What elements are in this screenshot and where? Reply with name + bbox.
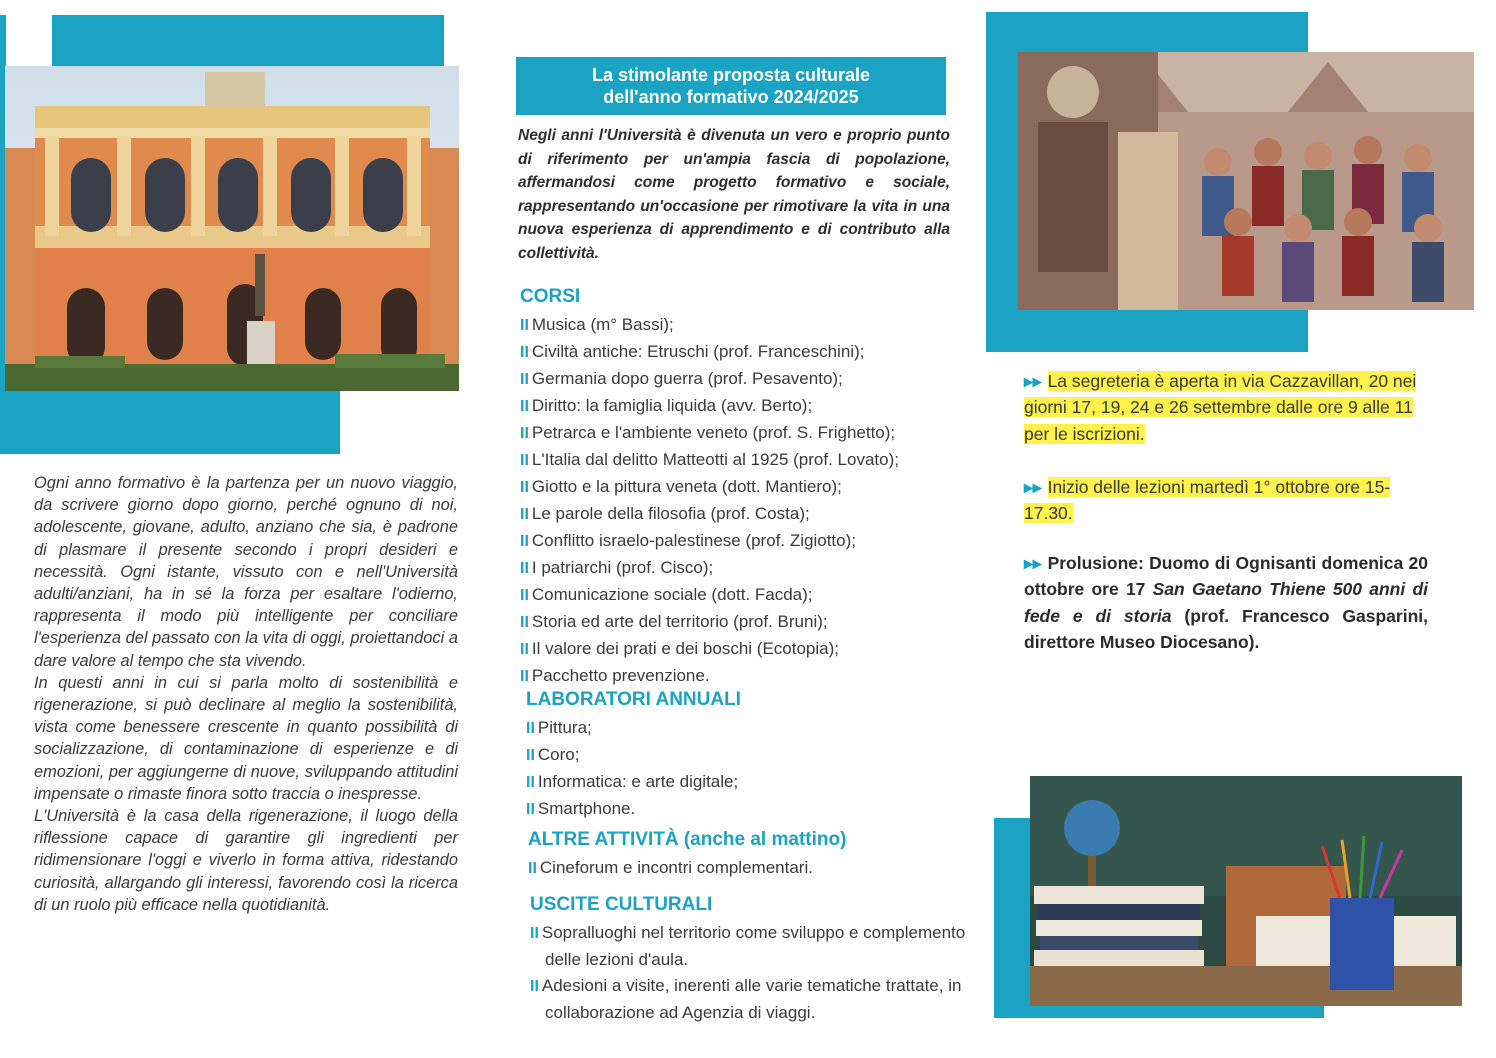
course-list: [520, 312, 970, 690]
bullet-mark: II: [520, 425, 529, 442]
list-item: [530, 920, 970, 973]
bullet-mark: II: [520, 533, 529, 550]
essay-paragraph: L'Università è la casa della rigenerazione, il luogo della riflessione capace di garantire gli ingredienti per ridimensionare l'oggi e viverlo in forma attiva, ridestando curiosità, allargando gli interessi, favorendo così la ricerca di un ruolo più efficace nella quotidianità.: [34, 807, 458, 914]
list-item: [526, 796, 976, 823]
list-item-text: Adesioni a visite, inerenti alle varie tematiche trattate, in collaborazione ad Agenzia di viaggi.: [541, 976, 962, 1022]
essay-paragraph: In questi anni in cui si parla molto di sostenibilità e rigenerazione, si può declinare al meglio la sostenibilità, vista come benessere crescente in quanto possibilità di socializzazione, di contaminazione di esperienze e di emozioni, per aggiungerne di nuove, sviluppando attitudini impensate o rimaste finora sotto traccia o inespresse.: [34, 673, 458, 803]
list-item: [520, 393, 970, 420]
list-item: [520, 663, 970, 690]
bullet-mark: II: [520, 668, 529, 685]
bullet-mark: II: [530, 978, 539, 995]
list-item: [520, 501, 970, 528]
bullet-mark: II: [520, 371, 529, 388]
list-item-text: Conflitto israelo-palestinese (prof. Zigiotto);: [531, 531, 856, 550]
bullet-mark: II: [520, 587, 529, 604]
bullet-mark: II: [526, 774, 535, 791]
lab-list: [526, 715, 976, 823]
bullet-mark: II: [526, 747, 535, 764]
school-books-photo: [1030, 776, 1462, 1006]
list-item-text: Diritto: la famiglia liquida (avv. Berto);: [531, 396, 813, 415]
list-item-text: L'Italia dal delitto Matteotti al 1925 (prof. Lovato);: [531, 450, 899, 469]
list-item-text: Petrarca e l'ambiente veneto (prof. S. Frighetto);: [531, 423, 896, 442]
list-item: [520, 528, 970, 555]
bullet-mark: II: [526, 720, 535, 737]
bullet-mark: II: [520, 344, 529, 361]
list-item: [526, 715, 976, 742]
section-corsi: [520, 285, 970, 690]
bullet-mark: II: [520, 317, 529, 334]
teal-band-bottom-left: [0, 388, 340, 454]
list-item: [520, 555, 970, 582]
activity-list: [528, 855, 978, 882]
medieval-lecture-painting: [1018, 52, 1474, 310]
essay-paragraph: Ogni anno formativo è la partenza per un nuovo viaggio, da scrivere giorno dopo giorno, perché ognuno di noi, adolescente, giovane, adulto, anziano che sia, è padrone di plasmare il presente secondo i propri desideri e necessità. Ogni istante, vissuto con e nell'Università adulti/anziani, ha in sé la forza per esaltare l'odierno, rappresenta il modo più intelligente per conciliare l'esperienza del passato con la vita di oggi, proiettandoci a dare valore al tempo che sta vivendo.: [34, 474, 458, 670]
list-item: [520, 312, 970, 339]
bullet-mark: II: [526, 801, 535, 818]
prolusione-title: San Gaetano Thiene 500 anni di fede e di storia: [1024, 579, 1428, 626]
list-item-text: Giotto e la pittura veneta (dott. Mantiero);: [531, 477, 842, 496]
section-altre-attivita: [528, 828, 978, 882]
list-item-text: Le parole della filosofia (prof. Costa);: [531, 504, 810, 523]
double-arrow-icon: ▸▸: [1024, 371, 1042, 391]
section-heading: USCITE CULTURALI: [530, 894, 713, 915]
list-item: [520, 420, 970, 447]
intro-essay: [34, 472, 458, 916]
program-title-banner: [516, 57, 946, 115]
list-item-text: Coro;: [537, 745, 580, 764]
section-heading: CORSI: [520, 286, 581, 307]
bullet-mark: II: [520, 614, 529, 631]
list-item-text: Comunicazione sociale (dott. Facda);: [531, 585, 813, 604]
list-item-text: Pacchetto prevenzione.: [531, 666, 710, 685]
double-arrow-icon: ▸▸: [1024, 553, 1042, 573]
section-uscite: [530, 893, 970, 1026]
list-item-text: Germania dopo guerra (prof. Pesavento);: [531, 369, 843, 388]
bullet-mark: II: [520, 506, 529, 523]
lessons-start-info: [1024, 474, 1428, 527]
prolusione-speaker: (prof. Francesco Gasparini, direttore Museo Diocesano).: [1024, 605, 1428, 653]
painting-illustration: [1018, 52, 1474, 310]
list-item-text: Civiltà antiche: Etruschi (prof. Franceschini);: [531, 342, 865, 361]
program-title-line-2: dell'anno formativo 2024/2025: [603, 87, 859, 107]
outing-list: [530, 920, 970, 1026]
bullet-mark: II: [520, 452, 529, 469]
list-item: [520, 582, 970, 609]
section-heading: LABORATORI ANNUALI: [526, 689, 741, 710]
university-building-photo: [5, 66, 459, 391]
list-item-text: Musica (m° Bassi);: [531, 315, 674, 334]
building-illustration: [5, 66, 459, 391]
list-item: [520, 474, 970, 501]
list-item: [520, 636, 970, 663]
list-item: [520, 339, 970, 366]
section-heading: ALTRE ATTIVITÀ (anche al mattino): [528, 829, 847, 850]
double-arrow-icon: ▸▸: [1024, 477, 1042, 497]
section-laboratori: [526, 688, 976, 823]
list-item: [528, 855, 978, 882]
list-item-text: Il valore dei prati e dei boschi (Ecotopia);: [531, 639, 839, 658]
bullet-mark: II: [520, 641, 529, 658]
registration-info: [1024, 368, 1428, 447]
bullet-mark: II: [520, 560, 529, 577]
list-item: [526, 769, 976, 796]
list-item-text: Pittura;: [537, 718, 592, 737]
list-item: [530, 973, 970, 1026]
registration-text: La segreteria è aperta in via Cazzavillan, 20 nei giorni 17, 19, 24 e 26 settembre dalle ore 9 alle 11 per le iscrizioni.: [1024, 371, 1417, 444]
teal-band-top-left: [52, 15, 444, 67]
bullet-mark: II: [520, 479, 529, 496]
program-intro: Negli anni l'Università è divenuta un vero e proprio punto di riferimento per un'ampia fascia di popolazione, affermandosi come progetto formativo e sociale, rappresentando un'occasione per rimotivare la vita in una nuova esperienza di apprendimento e di contributo alla collettività.: [518, 127, 950, 262]
list-item-text: Informatica: e arte digitale;: [537, 772, 739, 791]
list-item: [520, 447, 970, 474]
list-item-text: Smartphone.: [537, 799, 636, 818]
lessons-start-text: Inizio delle lezioni martedì 1° ottobre ore 15-17.30.: [1024, 477, 1391, 524]
list-item: [520, 366, 970, 393]
list-item-text: Cineforum e incontri complementari.: [539, 858, 813, 877]
list-item: [520, 609, 970, 636]
bullet-mark: II: [520, 398, 529, 415]
list-item-text: I patriarchi (prof. Cisco);: [531, 558, 714, 577]
inaugural-lecture-info: [1024, 550, 1428, 656]
program-title-line-1: La stimolante proposta culturale: [591, 65, 871, 85]
bullet-mark: II: [528, 860, 537, 877]
prolusione-text: Prolusione: Duomo di Ognisanti domenica 20 ottobre ore 17: [1024, 553, 1428, 600]
list-item-text: Sopralluoghi nel territorio come sviluppo e complemento delle lezioni d'aula.: [541, 923, 966, 969]
list-item-text: Storia ed arte del territorio (prof. Bruni);: [531, 612, 828, 631]
list-item: [526, 742, 976, 769]
bullet-mark: II: [530, 925, 539, 942]
books-illustration: [1030, 776, 1462, 1006]
